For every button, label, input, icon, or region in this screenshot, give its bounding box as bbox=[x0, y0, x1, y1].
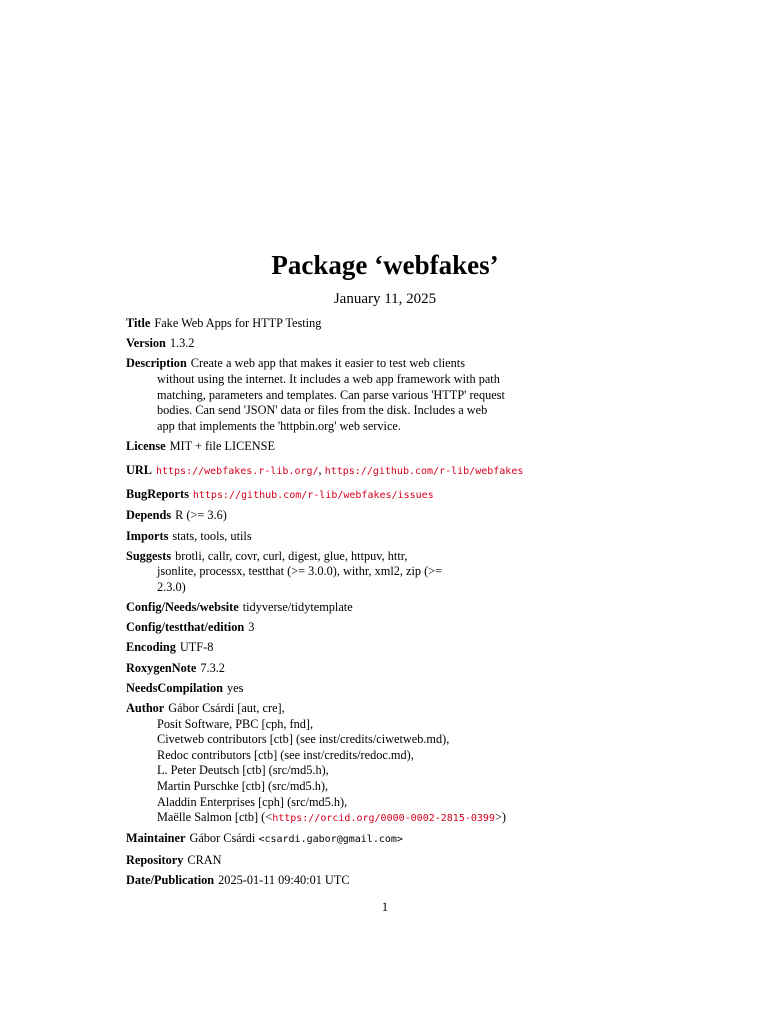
maintainer-name: Gábor Csárdi bbox=[189, 831, 256, 846]
field-value: yes bbox=[227, 680, 244, 695]
bugreports-link[interactable]: https://github.com/r-lib/webfakes/issues bbox=[192, 490, 434, 502]
url-link-github[interactable]: https://github.com/r-lib/webfakes bbox=[324, 465, 524, 477]
description-fields bbox=[126, 316, 586, 893]
author-line-last bbox=[126, 810, 586, 827]
page-number: 1 bbox=[381, 900, 389, 914]
field-license bbox=[126, 439, 586, 455]
field-label: RoxygenNote bbox=[126, 660, 197, 675]
author-line: L. Peter Deutsch [ctb] (src/md5.h), bbox=[157, 763, 329, 778]
field-value: R (>= 3.6) bbox=[175, 508, 227, 523]
field-value: 3 bbox=[248, 620, 255, 635]
author-line: Civetweb contributors [ctb] (see inst/credits/ciwetweb.md), bbox=[157, 732, 450, 747]
author-line: Redoc contributors [ctb] (see inst/credits/redoc.md), bbox=[157, 747, 414, 762]
author-line: Gábor Csárdi [aut, cre], bbox=[168, 701, 285, 715]
description-line: bodies. Can send 'JSON' data or files from the disk. Includes a web bbox=[157, 403, 488, 418]
field-label: Encoding bbox=[126, 640, 176, 655]
field-label: NeedsCompilation bbox=[126, 680, 224, 695]
author-line: Aladdin Enterprises [cph] (src/md5.h), bbox=[157, 794, 348, 809]
field-suggests bbox=[126, 549, 586, 596]
field-label: Config/testthat/edition bbox=[126, 620, 245, 635]
description-line: without using the internet. It includes a web app framework with path bbox=[157, 371, 500, 386]
author-line: Posit Software, PBC [cph, fnd], bbox=[157, 716, 314, 731]
field-label: License bbox=[126, 438, 166, 453]
field-depends bbox=[126, 508, 586, 524]
suggests-line: 2.3.0) bbox=[157, 579, 186, 594]
field-title bbox=[126, 316, 586, 332]
field-label: Author bbox=[126, 701, 165, 715]
field-bugreports bbox=[126, 487, 586, 504]
field-config-testthat bbox=[126, 620, 586, 636]
field-author bbox=[126, 701, 586, 827]
field-url bbox=[126, 463, 586, 480]
field-date-publication bbox=[126, 873, 586, 889]
field-maintainer bbox=[126, 831, 586, 848]
field-version bbox=[126, 336, 586, 352]
field-label: Suggests bbox=[126, 548, 172, 563]
author-line: Martin Purschke [ctb] (src/md5.h), bbox=[157, 778, 329, 793]
field-repository bbox=[126, 853, 586, 869]
orcid-link[interactable]: https://orcid.org/0000-0002-2815-0399 bbox=[272, 813, 495, 825]
description-line: matching, parameters and templates. Can parse various 'HTTP' request bbox=[157, 387, 505, 402]
author-last-suffix: >) bbox=[494, 810, 506, 825]
description-line: app that implements the 'httpbin.org' web service. bbox=[157, 418, 401, 433]
field-value: MIT + file LICENSE bbox=[169, 438, 276, 453]
field-label: Depends bbox=[126, 508, 172, 523]
field-label: Title bbox=[126, 316, 151, 330]
field-label: Repository bbox=[126, 852, 184, 867]
field-label: Maintainer bbox=[126, 831, 186, 846]
package-title: Package ‘webfakes’ bbox=[271, 250, 499, 280]
field-value: 7.3.2 bbox=[200, 660, 225, 675]
maintainer-email: <csardi.gabor@gmail.com> bbox=[258, 834, 403, 846]
field-needs-compilation bbox=[126, 681, 586, 697]
field-imports bbox=[126, 529, 586, 545]
field-value: tidyverse/tidytemplate bbox=[242, 600, 353, 615]
url-separator: , bbox=[318, 462, 325, 477]
field-label: Version bbox=[126, 336, 166, 351]
field-label: URL bbox=[126, 462, 152, 477]
suggests-line: jsonlite, processx, testthat (>= 3.0.0), withr, xml2, zip (>= bbox=[157, 564, 443, 579]
field-value: CRAN bbox=[187, 852, 222, 867]
suggests-line: brotli, callr, covr, curl, digest, glue, httpuv, httr, bbox=[175, 548, 408, 563]
package-date: January 11, 2025 bbox=[333, 291, 437, 307]
field-value: 2025-01-11 09:40:01 UTC bbox=[218, 872, 350, 887]
field-label: Description bbox=[126, 356, 187, 371]
field-description bbox=[126, 356, 586, 434]
field-label: Imports bbox=[126, 528, 169, 543]
field-label: Config/Needs/website bbox=[126, 600, 239, 615]
url-link-website[interactable]: https://webfakes.r-lib.org/ bbox=[155, 465, 319, 477]
field-value: stats, tools, utils bbox=[172, 528, 252, 543]
description-line: Create a web app that makes it easier to test web clients bbox=[190, 356, 465, 371]
field-value: UTF-8 bbox=[179, 640, 214, 655]
field-value: 1.3.2 bbox=[169, 336, 195, 351]
field-roxygen-note bbox=[126, 661, 586, 677]
field-config-website bbox=[126, 600, 586, 616]
field-encoding bbox=[126, 640, 586, 656]
author-last-prefix: Maëlle Salmon [ctb] (< bbox=[157, 810, 273, 825]
field-label: BugReports bbox=[126, 487, 189, 502]
field-label: Date/Publication bbox=[126, 872, 215, 887]
field-value: Fake Web Apps for HTTP Testing bbox=[154, 316, 322, 330]
